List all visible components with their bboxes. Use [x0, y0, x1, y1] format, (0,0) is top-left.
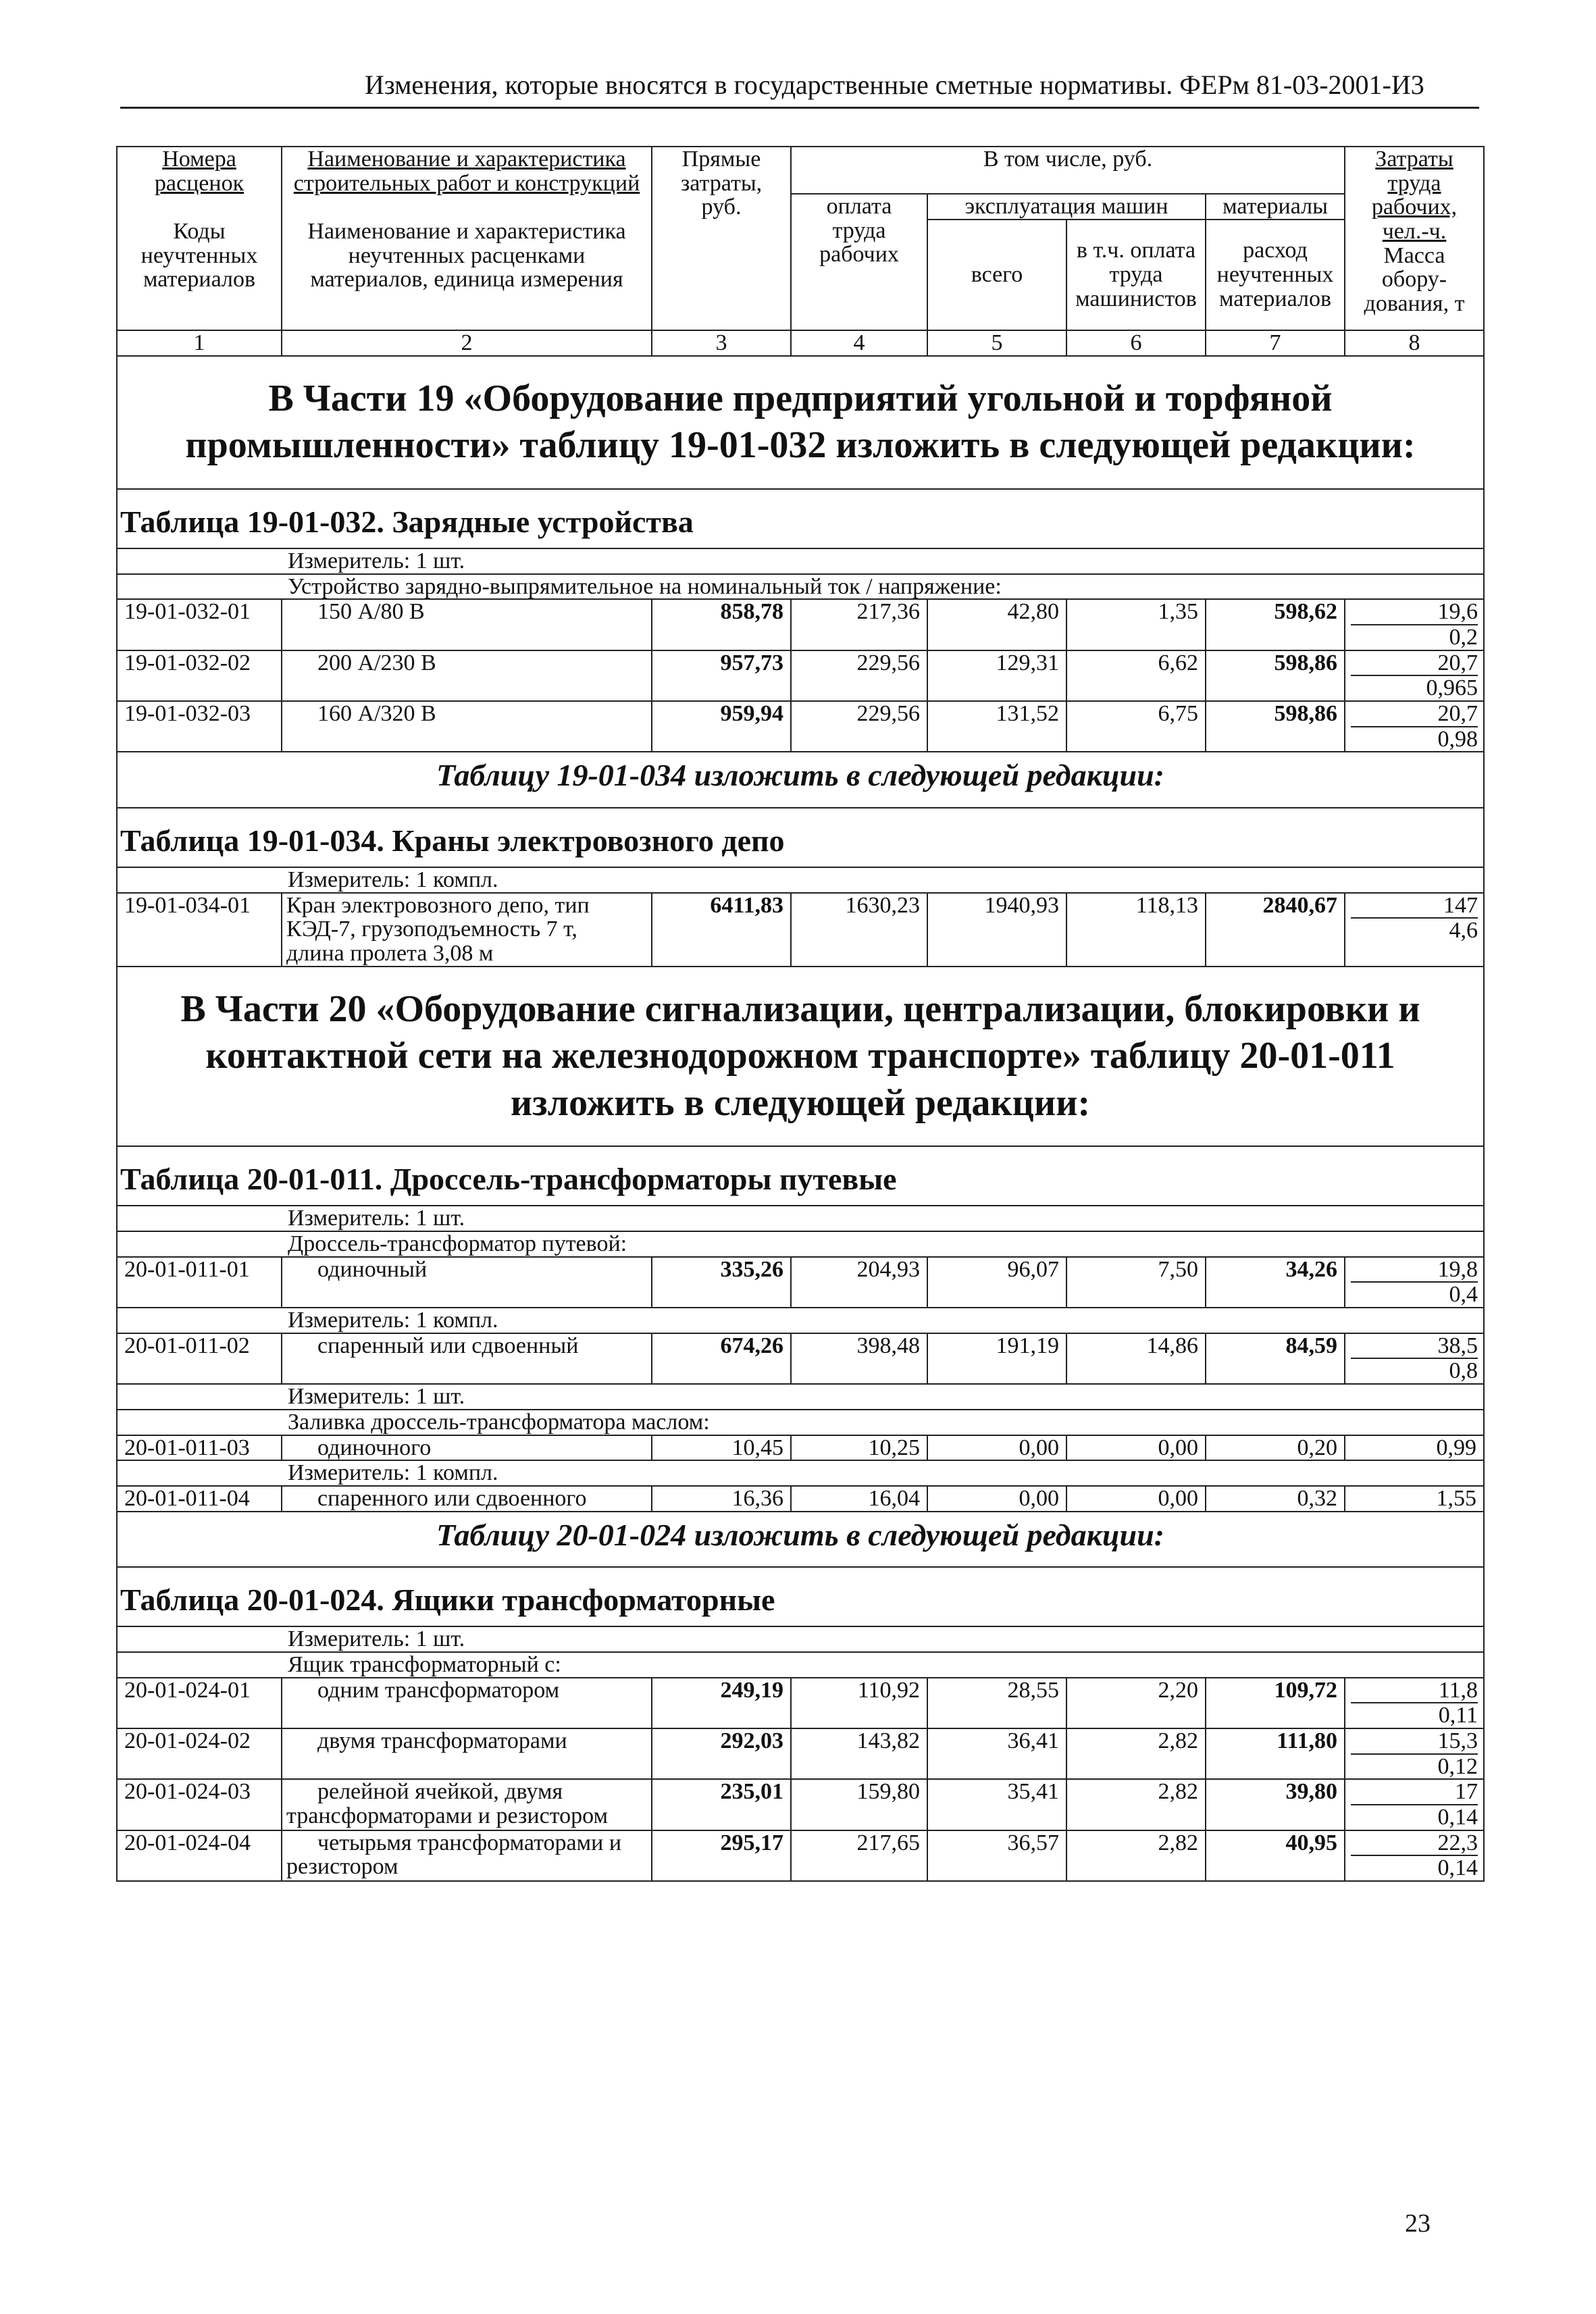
table-20-01-024-instruction: Таблицу 20-01-024 изложить в следующей редакции: [117, 1512, 1484, 1567]
group-label: Дроссель-трансформатор путевой: [117, 1231, 1484, 1257]
materials-cell: 2840,67 [1206, 893, 1345, 967]
labor-cell: 1,55 [1345, 1486, 1484, 1512]
name-cell: релейной ячейкой, двумя трансформаторами и резистором [282, 1779, 652, 1830]
norms-table [116, 146, 1485, 1882]
labor-mass-cell: 22,3 0,14 [1345, 1830, 1484, 1881]
materials-cell: 598,86 [1206, 701, 1345, 752]
operator-labor-cell: 2,82 [1066, 1779, 1206, 1830]
name-cell: двумя трансформаторами [282, 1728, 652, 1779]
materials-cell: 598,86 [1206, 650, 1345, 701]
name-cell: спаренный или сдвоенный [282, 1333, 652, 1384]
machine-cost-cell: 0,00 [927, 1486, 1066, 1512]
code-cell: 20-01-024-04 [117, 1830, 282, 1881]
machine-cost-cell: 42,80 [927, 599, 1066, 650]
code-cell: 19-01-032-03 [117, 701, 282, 752]
table-row [117, 1678, 1484, 1728]
machine-cost-cell: 36,41 [927, 1728, 1066, 1779]
name-cell: спаренного или сдвоенного [282, 1486, 652, 1512]
materials-cell: 598,62 [1206, 599, 1345, 650]
name-cell: Кран электровозного депо, тип КЭД-7, грузоподъемность 7 т, длина пролета 3,08 м [282, 893, 652, 967]
code-cell: 20-01-024-02 [117, 1728, 282, 1779]
colnum-4: 4 [791, 330, 927, 356]
operator-labor-cell: 118,13 [1066, 893, 1206, 967]
materials-cell: 34,26 [1206, 1257, 1345, 1308]
operator-labor-cell: 6,62 [1066, 650, 1206, 701]
section20-heading: В Части 20 «Оборудование сигнализации, централизации, блокировки и контактной сети на железнодорожном транспорте» таблицу 20-01-011 изложить в следующей редакции: [117, 967, 1484, 1146]
incl-header: В том числе, руб. [791, 147, 1345, 194]
labor-cost-cell: 159,80 [791, 1779, 927, 1830]
labor-mass-cell: 20,7 0,98 [1345, 701, 1484, 752]
code-cell: 20-01-011-04 [117, 1486, 282, 1512]
measure-label: Измеритель: 1 шт. [117, 1384, 1484, 1410]
labor-cost-cell: 110,92 [791, 1678, 927, 1728]
labor-cost-cell: 217,65 [791, 1830, 927, 1881]
measure-label: Измеритель: 1 компл. [117, 1308, 1484, 1333]
labor-cost-cell: 16,04 [791, 1486, 927, 1512]
code-cell: 20-01-011-03 [117, 1435, 282, 1461]
labor-mass-cell: 11,8 0,11 [1345, 1678, 1484, 1728]
operator-labor-cell: 14,86 [1066, 1333, 1206, 1384]
name-cell: 200 А/230 В [282, 650, 652, 701]
table-row [117, 599, 1484, 650]
page-number: 23 [1405, 2209, 1431, 2238]
operator-labor-cell: 7,50 [1066, 1257, 1206, 1308]
table-row [117, 1728, 1484, 1779]
code-cell: 20-01-024-03 [117, 1779, 282, 1830]
colnum-3: 3 [652, 330, 791, 356]
labor-cost-cell: 229,56 [791, 650, 927, 701]
direct-cost-cell: 674,26 [652, 1333, 791, 1384]
name-cell: одиночного [282, 1435, 652, 1461]
name-cell: 160 А/320 В [282, 701, 652, 752]
col7-header: расход неучтенных материалов [1216, 238, 1334, 311]
labor-mass-cell: 19,6 0,2 [1345, 599, 1484, 650]
col4-header: оплата труда рабочих [791, 194, 927, 330]
machine-cost-cell: 96,07 [927, 1257, 1066, 1308]
measure-label: Измеритель: 1 шт. [117, 548, 1484, 574]
operator-labor-cell: 2,82 [1066, 1830, 1206, 1881]
group-label: Ящик трансформаторный с: [117, 1652, 1484, 1678]
labor-mass-cell: 17 0,14 [1345, 1779, 1484, 1830]
materials-header: материалы расход неучтенных материалов [1206, 194, 1345, 330]
code-cell: 20-01-011-01 [117, 1257, 282, 1308]
machine-cost-cell: 129,31 [927, 650, 1066, 701]
direct-cost-cell: 295,17 [652, 1830, 791, 1881]
materials-cell: 40,95 [1206, 1830, 1345, 1881]
table-20-01-024-title: Таблица 20-01-024. Ящики трансформаторные [117, 1567, 1484, 1626]
labor-cell: 0,99 [1345, 1435, 1484, 1461]
labor-cost-cell: 204,93 [791, 1257, 927, 1308]
table-row [117, 1779, 1484, 1830]
operator-labor-cell: 2,20 [1066, 1678, 1206, 1728]
operator-labor-cell: 0,00 [1066, 1435, 1206, 1461]
materials-cell: 0,20 [1206, 1435, 1345, 1461]
operator-labor-cell: 6,75 [1066, 701, 1206, 752]
col1-header: Номера расценок Коды неучтенных материалов [117, 147, 282, 330]
measure-label: Измеритель: 1 компл. [117, 1460, 1484, 1486]
code-cell: 19-01-034-01 [117, 893, 282, 967]
header-rule [120, 107, 1479, 109]
group-label: Устройство зарядно-выпрямительное на номинальный ток / напряжение: [117, 574, 1484, 600]
direct-cost-cell: 249,19 [652, 1678, 791, 1728]
operator-labor-cell: 1,35 [1066, 599, 1206, 650]
table-row [117, 1486, 1484, 1512]
code-cell: 20-01-011-02 [117, 1333, 282, 1384]
section19-heading: В Части 19 «Оборудование предприятий угольной и торфяной промышленности» таблицу 19-01-032 изложить в следующей редакции: [117, 356, 1484, 489]
name-cell: одним трансформатором [282, 1678, 652, 1728]
direct-cost-cell: 235,01 [652, 1779, 791, 1830]
colnum-5: 5 [927, 330, 1066, 356]
table-row [117, 701, 1484, 752]
measure-label: Измеритель: 1 шт. [117, 1626, 1484, 1652]
name-cell: четырьмя трансформаторами и резистором [282, 1830, 652, 1881]
labor-cost-cell: 10,25 [791, 1435, 927, 1461]
table-19-01-034-instruction: Таблицу 19-01-034 изложить в следующей редакции: [117, 752, 1484, 807]
page-header: Изменения, которые вносятся в государственные сметные нормативы. ФЕРм 81-03-2001-И3 [365, 70, 1424, 100]
direct-cost-cell: 858,78 [652, 599, 791, 650]
machine-cost-cell: 131,52 [927, 701, 1066, 752]
machine-cost-cell: 191,19 [927, 1333, 1066, 1384]
labor-mass-cell: 20,7 0,965 [1345, 650, 1484, 701]
materials-cell: 84,59 [1206, 1333, 1345, 1384]
measure-label: Измеритель: 1 компл. [117, 867, 1484, 893]
materials-cell: 111,80 [1206, 1728, 1345, 1779]
direct-cost-cell: 957,73 [652, 650, 791, 701]
table-19-01-032-title: Таблица 19-01-032. Зарядные устройства [117, 489, 1484, 548]
table-row [117, 1830, 1484, 1881]
colnum-6: 6 [1066, 330, 1206, 356]
machine-cost-cell: 0,00 [927, 1435, 1066, 1461]
code-cell: 19-01-032-02 [117, 650, 282, 701]
labor-cost-cell: 1630,23 [791, 893, 927, 967]
group-label: Заливка дроссель-трансформатора маслом: [117, 1410, 1484, 1435]
table-row [117, 1333, 1484, 1384]
labor-mass-cell: 147 4,6 [1345, 893, 1484, 967]
table-row [117, 650, 1484, 701]
direct-cost-cell: 292,03 [652, 1728, 791, 1779]
direct-cost-cell: 16,36 [652, 1486, 791, 1512]
machines-header: эксплуатация машин всего в т.ч. оплата труда машинистов [927, 194, 1206, 330]
materials-cell: 39,80 [1206, 1779, 1345, 1830]
code-cell: 19-01-032-01 [117, 599, 282, 650]
machine-cost-cell: 35,41 [927, 1779, 1066, 1830]
direct-cost-cell: 959,94 [652, 701, 791, 752]
labor-cost-cell: 398,48 [791, 1333, 927, 1384]
col2-header: Наименование и характеристика строительных работ и конструкций Наименование и характеристика неучтенных расценками материалов, единица измерения [282, 147, 652, 330]
labor-mass-cell: 19,8 0,4 [1345, 1257, 1484, 1308]
machine-cost-cell: 28,55 [927, 1678, 1066, 1728]
direct-cost-cell: 335,26 [652, 1257, 791, 1308]
operator-labor-cell: 2,82 [1066, 1728, 1206, 1779]
table-19-01-034-title: Таблица 19-01-034. Краны электровозного депо [117, 808, 1484, 867]
name-cell: одиночный [282, 1257, 652, 1308]
name-cell: 150 А/80 В [282, 599, 652, 650]
materials-cell: 0,32 [1206, 1486, 1345, 1512]
labor-cost-cell: 229,56 [791, 701, 927, 752]
colnum-7: 7 [1206, 330, 1345, 356]
col8-header: Затраты труда рабочих, чел.-ч. Масса обору-дования, т [1345, 147, 1484, 330]
col6-header: в т.ч. оплата труда машинистов [1075, 238, 1197, 311]
labor-cost-cell: 217,36 [791, 599, 927, 650]
machine-cost-cell: 1940,93 [927, 893, 1066, 967]
measure-label: Измеритель: 1 шт. [117, 1206, 1484, 1231]
colnum-2: 2 [282, 330, 652, 356]
labor-cost-cell: 143,82 [791, 1728, 927, 1779]
table-row [117, 1257, 1484, 1308]
col3-header: Прямые затраты, руб. [652, 147, 791, 330]
code-cell: 20-01-024-01 [117, 1678, 282, 1728]
table-row [117, 893, 1484, 967]
labor-mass-cell: 15,3 0,12 [1345, 1728, 1484, 1779]
table-20-01-011-title: Таблица 20-01-011. Дроссель-трансформаторы путевые [117, 1146, 1484, 1206]
colnum-1: 1 [117, 330, 282, 356]
col5-header: всего [928, 220, 1067, 330]
operator-labor-cell: 0,00 [1066, 1486, 1206, 1512]
materials-cell: 109,72 [1206, 1678, 1345, 1728]
colnum-8: 8 [1345, 330, 1484, 356]
direct-cost-cell: 6411,83 [652, 893, 791, 967]
machine-cost-cell: 36,57 [927, 1830, 1066, 1881]
labor-mass-cell: 38,5 0,8 [1345, 1333, 1484, 1384]
table-row [117, 1435, 1484, 1461]
direct-cost-cell: 10,45 [652, 1435, 791, 1461]
